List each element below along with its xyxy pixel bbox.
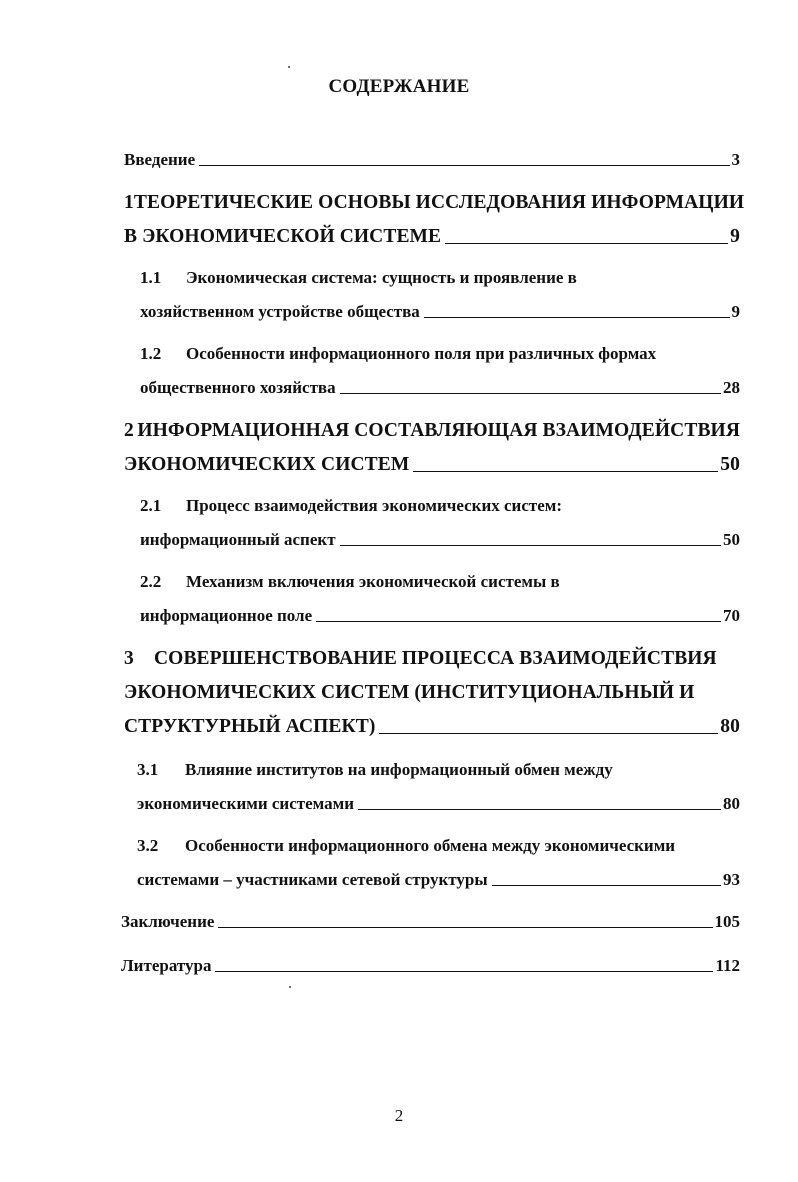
toc-number: 1.2 (140, 344, 162, 363)
toc-label: ИНФОРМАЦИОННАЯ СОСТАВЛЯЮЩАЯ ВЗАИМОДЕЙСТВИЯ (137, 420, 740, 441)
dot-leader (199, 165, 729, 166)
toc-entry-section-3-2[interactable] (137, 836, 740, 898)
toc-entry-section-1-2[interactable] (140, 344, 740, 406)
dot-leader (413, 471, 718, 472)
toc-number: 3 (124, 648, 134, 669)
toc-entry-section-2-1[interactable] (140, 496, 740, 558)
toc-label: Литература (121, 956, 212, 975)
toc-entry-chapter-3[interactable] (124, 648, 740, 744)
toc-label: Механизм включения экономической системы в (186, 572, 560, 591)
toc-label: Процесс взаимодействия экономических систем: (186, 496, 563, 515)
toc-label-continued: В ЭКОНОМИЧЕСКОЙ СИСТЕМЕ (124, 226, 442, 247)
dot-leader (218, 927, 712, 928)
toc-page-number: 50 (723, 530, 740, 549)
toc-page-number: 70 (723, 606, 740, 625)
toc-page-number: 112 (715, 956, 740, 975)
toc-entry-section-1-1[interactable] (140, 268, 740, 330)
toc-number: 1.1 (140, 268, 162, 287)
toc-number: 3.2 (137, 836, 159, 855)
toc-page-number: 80 (723, 794, 740, 813)
toc-label: Особенности информационного поля при различных формах (186, 344, 657, 363)
toc-label: Экономическая система: сущность и проявление в (186, 268, 577, 287)
scan-speck (288, 66, 290, 68)
toc-page-number: 50 (720, 454, 740, 475)
dot-leader (424, 317, 730, 318)
toc-label-continued: СТРУКТУРНЫЙ АСПЕКТ) (124, 716, 376, 737)
toc-label: СОВЕРШЕНСТВОВАНИЕ ПРОЦЕССА ВЗАИМОДЕЙСТВИЯ (154, 648, 717, 669)
dot-leader (445, 243, 728, 244)
toc-page-number: 9 (731, 302, 740, 321)
dot-leader (358, 809, 721, 810)
toc-label: Влияние институтов на информационный обмен между (185, 760, 613, 779)
dot-leader (379, 733, 718, 734)
toc-page-number: 80 (720, 716, 740, 737)
dot-leader (340, 545, 721, 546)
toc-number: 2.1 (140, 496, 162, 515)
dot-leader (340, 393, 721, 394)
toc-entry-chapter-2[interactable] (124, 420, 740, 482)
toc-label-continued: информационный аспект (140, 530, 336, 549)
toc-page-number: 105 (714, 912, 740, 931)
toc-number: 2 (124, 420, 134, 441)
scan-speck (289, 986, 291, 988)
dot-leader (492, 885, 721, 886)
toc-label-continued: ЭКОНОМИЧЕСКИХ СИСТЕМ (124, 454, 410, 475)
toc-entry-chapter-1[interactable] (124, 192, 745, 254)
dot-leader (316, 621, 721, 622)
toc-label-continued: хозяйственном устройстве общества (140, 302, 420, 321)
toc-entry-literature[interactable] (121, 956, 740, 982)
toc-page-number: 93 (723, 870, 740, 889)
toc-label-continued: ЭКОНОМИЧЕСКИХ СИСТЕМ (ИНСТИТУЦИОНАЛЬНЫЙ И (124, 682, 695, 703)
toc-number: 3.1 (137, 760, 159, 779)
toc-label: ТЕОРЕТИЧЕСКИЕ ОСНОВЫ ИССЛЕДОВАНИЯ ИНФОРМАЦИИ (133, 192, 745, 213)
toc-label: Особенности информационного обмена между экономическими (185, 836, 676, 855)
toc-entry-intro[interactable] (124, 150, 740, 176)
toc-page-number: 9 (730, 226, 740, 247)
toc-label-continued: системами – участниками сетевой структуры (137, 870, 488, 889)
toc-entry-section-2-2[interactable] (140, 572, 740, 634)
toc-page-number: 28 (723, 378, 740, 397)
dot-leader (215, 971, 713, 972)
toc-label: Заключение (121, 912, 215, 931)
toc-entry-section-3-1[interactable] (137, 760, 740, 822)
page-title: СОДЕРЖАНИЕ (328, 76, 470, 97)
toc-number: 2.2 (140, 572, 162, 591)
toc-page-number: 3 (731, 150, 740, 169)
toc-entry-conclusion[interactable] (121, 912, 740, 938)
toc-number: 1 (124, 192, 134, 213)
page-number: 2 (394, 1106, 404, 1125)
toc-label-continued: экономическими системами (137, 794, 354, 813)
toc-label-continued: общественного хозяйства (140, 378, 336, 397)
toc-label: Введение (124, 150, 196, 169)
toc-label-continued: информационное поле (140, 606, 313, 625)
